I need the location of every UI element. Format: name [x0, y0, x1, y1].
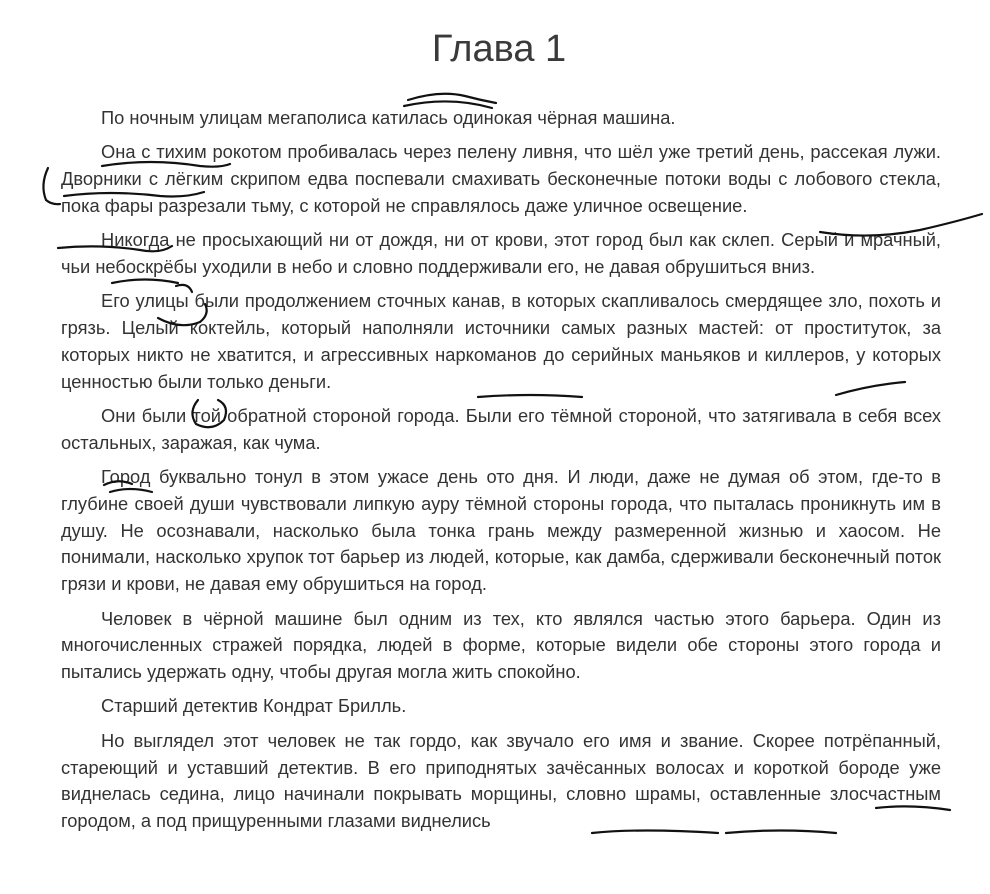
- paragraph-2: Она с тихим рокотом пробивалась через пелену ливня, что шёл уже третий день, рассекая лужи. Дворники с лёгким скрипом едва поспевали смахивать бесконечные потоки воды с лобового стекла, пока фары разрезали тьму, с которой не справлялось даже уличное освещение.: [61, 141, 941, 216]
- paragraph-3: Никогда не просыхающий ни от дождя, ни от крови, этот город был как склеп. Серый и мрачный, чьи небоскрёбы уходили в небо и словно поддерживали его, не давая обрушиться вниз.: [61, 229, 941, 277]
- chapter-title: Глава 1: [431, 28, 567, 70]
- paragraph-7: Человек в чёрной машине был одним из тех, кто являлся частью этого барьера. Один из многочисленных стражей порядка, людей в форме, которые видели обе стороны этого города и пытались удержать одну, чтобы другая могла жить спокойно.: [61, 607, 941, 683]
- ink-mark: [43, 168, 60, 204]
- paragraph-9: Но выглядел этот человек не так гордо, как звучало его имя и звание. Скорее потрёпанный, стареющий и уставший детектив. В его приподнятых зачёсанных волосах и короткой бороде уже виднелась седина, лицо начинали покрывать морщины, словно шрамы, оставленные злосчастным городом, а под прищуренными глазами виднелись: [61, 729, 941, 832]
- chapter-body: [61, 105, 941, 842]
- paragraph-5: Они были той обратной стороной города. Были его тёмной стороной, что затягивала в себя всех остальных, заражая, как чума.: [61, 404, 941, 453]
- paragraph-6: Город буквально тонул в этом ужасе день ото дня. И люди, даже не думая об этом, где-то в глубине своей души чувствовали липкую ауру тёмной стороны города, что пыталась проникнуть им в душу. Не осознавали, насколько была тонка грань между размеренной жизнью и хаосом. Не понимали, насколько хрупок тот барьер из людей, которые, как дамба, сдерживали бесконечный поток грязи и крови, не давая ему обрушиться на город.: [61, 466, 941, 595]
- paragraph-4: Его улицы были продолжением сточных канав, в которых скапливалось смердящее зло, похоть и грязь. Целый коктейль, который наполняли источники самых разных мастей: от проституток, за которых никто не хватится, и агрессивных наркоманов до серийных маньяков и киллеров, у которых ценностью были только деньги.: [61, 290, 941, 392]
- paragraph-8: Старший детектив Кондрат Брилль.: [101, 695, 407, 717]
- paragraph-1: По ночным улицам мегаполиса катилась одинокая чёрная машина.: [101, 107, 676, 128]
- ink-mark: [408, 94, 496, 103]
